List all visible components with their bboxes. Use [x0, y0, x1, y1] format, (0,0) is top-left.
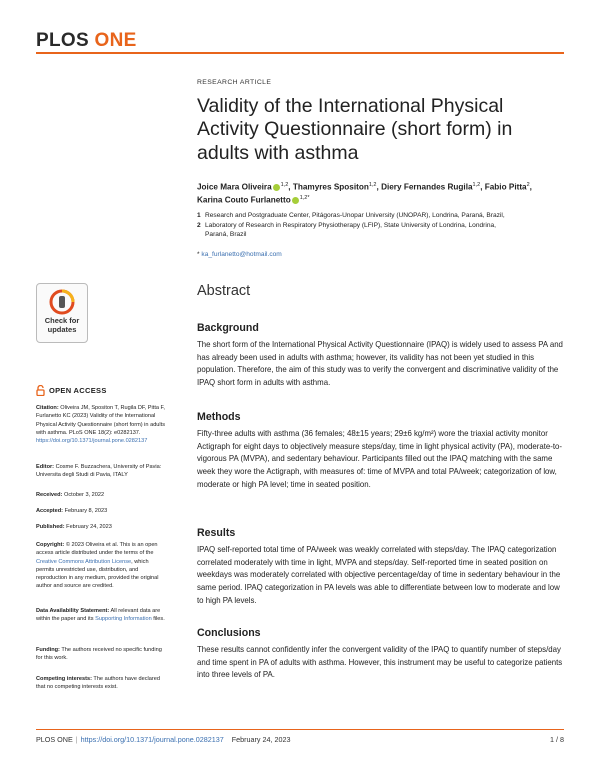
author-2-affil: 1,2 [368, 182, 377, 188]
footer-date: February 24, 2023 [231, 735, 291, 744]
page-footer [36, 735, 564, 744]
check-updates-line1: Check for [44, 316, 80, 325]
funding-text: The authors received no specific funding for this work. [36, 647, 162, 662]
orcid-icon[interactable] [273, 184, 280, 191]
published-date: February 24, 2023 [66, 524, 112, 530]
competing-interests-block [36, 675, 166, 692]
check-for-updates-badge[interactable] [36, 283, 88, 343]
conclusions-heading: Conclusions [197, 627, 261, 639]
affiliation-2-cont: Paraná, Brazil [205, 231, 247, 239]
page-number: 1 / 8 [550, 735, 564, 744]
copyright-text: © 2023 Oliveira et al. This is an open access article distributed under the terms of the [36, 542, 158, 557]
accepted-date: February 8, 2023 [64, 508, 108, 514]
footer-journal: PLOS ONE [36, 735, 73, 744]
author-1[interactable]: Joice Mara Oliveira [197, 182, 272, 192]
published-label: Published: [36, 524, 65, 530]
background-heading: Background [197, 322, 259, 334]
author-4-affil: 2 [526, 182, 530, 188]
funding-label: Funding: [36, 647, 60, 653]
open-access [36, 385, 107, 396]
footer-separator: | [75, 735, 78, 744]
corresponding-mark: * [197, 251, 200, 258]
corresponding-email-link[interactable]: ka_furlanetto@hotmail.com [201, 251, 282, 258]
logo-one: ONE [94, 30, 137, 51]
affiliation-number: 2 [197, 221, 201, 229]
author-2[interactable]: Thamyres Spositon [292, 182, 369, 192]
competing-interests-text: The authors have declared that no competing interests exist. [36, 676, 160, 691]
check-updates-icon [49, 289, 75, 315]
article-title: Validity of the International Physical Activity Questionnaire (short form) in adults with asthma [197, 95, 513, 164]
affiliation-number: 1 [197, 212, 201, 219]
author-5[interactable]: Karina Couto Furlanetto [197, 196, 291, 206]
accepted-block [36, 507, 166, 515]
data-availability-label: Data Availability Statement: [36, 608, 110, 614]
orcid-icon[interactable] [292, 197, 299, 204]
results-text: IPAQ self-reported total time of PA/week was weakly correlated with steps/day. The IPAQ categorization correlated moderately with time in light, MVPA and steps/day. Self-reported time in seated position on weekdays was moderately correlated with objective percentage/day of time in sedentary behaviour in the same period. IPAQ categorization in PA levels was able to differentiate between low to moderate and low to high PA levels. [197, 545, 561, 605]
copyright-label: Copyright: [36, 542, 65, 548]
footer-doi-link[interactable]: https://doi.org/10.1371/journal.pone.0282137 [80, 735, 224, 744]
header-rule [36, 52, 564, 54]
funding-block [36, 646, 166, 663]
author-3[interactable]: Diery Fernandes Rugila [381, 182, 473, 192]
cc-license-link[interactable]: Creative Commons Attribution License [36, 558, 132, 565]
citation-label: Citation: [36, 405, 59, 411]
received-block [36, 491, 166, 499]
affiliation-2 [197, 221, 565, 231]
logo-plos: PLOS [36, 30, 89, 51]
affiliation-text: Laboratory of Research in Respiratory Physiotherapy (LFIP), State University of Londrina, Londrina, [205, 221, 497, 229]
results-heading: Results [197, 527, 236, 539]
methods-text: Fifty-three adults with asthma (36 females; 48±15 years; 29±6 kg/m²) wore the triaxial activity monitor Actigraph for eight days to objectively measure steps/day, time in light physical activity (PA), moderate-to-vigorous PA (MVPA), and sedentary behaviour. Participants filled out the IPAQ matching with the same week they wore the Actigraph, with measures of: time of MVPA and total PA/week; categorization of low, moderate or high PA level; time in seated position. [197, 429, 563, 489]
corresponding-author [197, 251, 565, 258]
citation-block [36, 404, 166, 445]
author-list: Joice Mara Oliveira $^{1,2}$, Thamyres Spositon$^{1,2}$, Diery Fernandes Rugila$^{1,2}$, Fabio Pitta$^2$, Karina Couto Furlanetto $^{1,2*}$ [197, 182, 532, 206]
methods-heading: Methods [197, 411, 241, 423]
editor-block [36, 463, 166, 480]
journal-logo[interactable] [36, 30, 137, 52]
competing-interests-label: Competing interests: [36, 676, 92, 682]
author-1-affil: 1,2 [280, 182, 289, 188]
received-label: Received: [36, 492, 63, 498]
received-date: October 3, 2022 [64, 492, 105, 498]
check-updates-label [37, 317, 87, 334]
citation-text: Oliveira JM, Spositon T, Rugila DF, Pitta F, Furlanetto KC (2023) Validity of the International Physical Activity Questionnaire (short form) in adults with asthma. PLoS ONE 18(2): e0282137. [36, 405, 166, 436]
affiliations [197, 211, 565, 240]
article-type: RESEARCH ARTICLE [197, 79, 272, 86]
affiliation-text: Research and Postgraduate Center, Pitágoras-Unopar University (UNOPAR), Londrina, Paraná, Brazil, [205, 212, 505, 219]
data-availability-text-2: files. [153, 616, 165, 623]
copyright-block [36, 541, 166, 591]
affiliation-1 [197, 211, 565, 221]
author-3-affil: 1,2 [472, 182, 481, 188]
open-lock-icon [36, 385, 45, 396]
copyright-text-2: , which permits unrestricted use, distribution, and reproduction in any medium, provided the original author and source are credited. [36, 558, 159, 590]
published-block [36, 523, 166, 531]
footer-separator [227, 735, 229, 744]
conclusions-text: These results cannot confidently infer the convergent validity of the IPAQ to quantify number of steps/day and time spent in PA of adults with asthma. However, this instrument may be useful to categorize patients into three levels of PA. [197, 645, 563, 680]
background-text: The short form of the International Physical Activity Questionnaire (IPAQ) is widely used to assess PA and has already been used in adults with asthma; however, its validity has not been yet studied in this population. Therefore, the aim of this study was to verify the convergent and discriminative validity of the IPAQ short form in adults with asthma. [197, 340, 563, 388]
editor-text: Cosme F. Buzzachera, University of Pavia: Universita degli Studi di Pavia, ITALY [36, 464, 162, 479]
check-updates-line2: updates [47, 324, 77, 334]
author-5-affil: 1,2* [299, 195, 310, 202]
supporting-information-link[interactable]: Supporting Information [95, 616, 152, 623]
accepted-label: Accepted: [36, 508, 64, 514]
editor-label: Editor: [36, 464, 55, 470]
data-availability-block [36, 607, 166, 624]
data-availability-text: All relevant data are within the paper and its [36, 608, 161, 623]
author-4[interactable]: Fabio Pitta [484, 182, 527, 192]
abstract-heading: Abstract [197, 283, 251, 299]
open-access-label: OPEN ACCESS [49, 386, 107, 395]
footer-rule [36, 729, 564, 730]
citation-doi-link[interactable]: https://doi.org/10.1371/journal.pone.0282137 [36, 438, 148, 445]
